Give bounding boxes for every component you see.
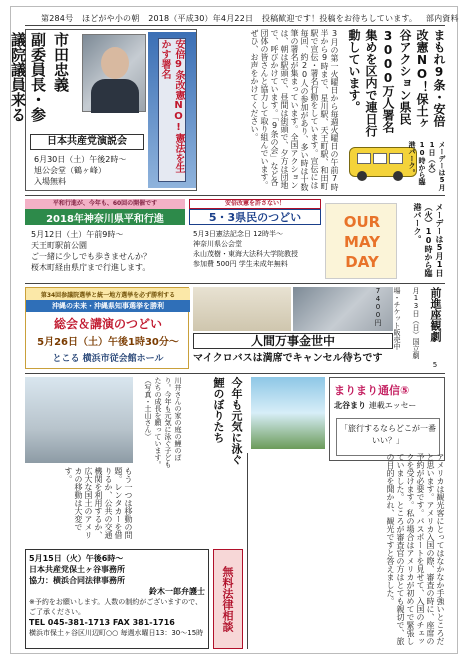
peace-march-place: 天王町駅前公園: [31, 241, 87, 250]
mayday-caption-text: メーデーは5月1日（火）10時から臨港パーク。: [413, 203, 444, 277]
rally-date: 6月30日（土）午後2時～: [34, 155, 127, 164]
lecture-place: とこる 横浜市従会館ホール: [52, 354, 164, 364]
essay-header: [329, 377, 445, 461]
koinobori-note: 川井さんの家の庭の鯉のぼり。今年も元気に泳ぐ子どもたちの成長を願っています。（写真・土山さん）: [144, 377, 182, 468]
lecture-banner-2: 沖縄の未来・沖縄県知事選挙を勝利: [26, 300, 190, 312]
rally-details: [34, 154, 148, 190]
koinobori-photo: [251, 377, 325, 449]
speaker-block: [9, 29, 197, 191]
signature-banner-photo: [148, 32, 196, 188]
koinobori-headline: 今年も元気に泳ぐ鯉のぼりたち: [212, 377, 243, 465]
kenmin-fee: 参加費 500円 学生未成年無料: [193, 260, 288, 268]
legal-note: ※予約をお願いします。人数の制約がございますので、ご了承ください。: [29, 598, 203, 616]
mayday-caption: [403, 203, 445, 279]
rally-title: 日本共産党演説会: [30, 134, 144, 150]
essay-title: 「旅行するならどこが一番いい？」: [336, 418, 440, 456]
masthead: [41, 13, 459, 24]
peace-march-route: 桜木町経由県庁まで行進します。: [31, 263, 151, 272]
legal-lawyer: 鈴木一郎弁護士: [149, 587, 205, 596]
apartments-photo: [25, 377, 133, 463]
legal-hours: 横浜市保土ヶ谷区川辺町○○ 毎週水曜日13：30～15時: [29, 629, 204, 637]
speaker-role: 副委員長・参議院議員来る: [9, 32, 47, 122]
lower-divider: [247, 453, 248, 649]
play-info: [374, 287, 445, 369]
newsletter-page: [10, 6, 458, 654]
rally-place: 旭公会堂（鶴ヶ峰）: [34, 166, 106, 175]
kenmin-place: 神奈川県公会堂: [193, 240, 242, 248]
peace-march-block: [25, 199, 185, 279]
legal-tag: 無料法律相談: [213, 549, 243, 649]
legal-tel: TEL 045-381-1713 FAX 381-1716: [29, 618, 175, 627]
play-detail: 5月13日（日）国立劇場・チケット販売中7400円: [374, 287, 439, 369]
mayday-caption-top: メーデーは5月1日（火）10時から臨港パーク。: [408, 141, 446, 191]
essay-byline: [334, 400, 442, 412]
speaker-photo: [82, 34, 146, 112]
lecture-banner-1: 第34回参議院選挙と統一地方選挙を必ず勝利する: [26, 288, 190, 300]
essay-series: [334, 382, 442, 398]
banner-sign-text: 安倍9条改憲NO!憲法を生かす署名: [158, 38, 186, 182]
mayday-art: [325, 203, 397, 279]
lecture-block: [25, 287, 189, 369]
notice: 投稿歓迎です！投稿をお待ちしています。: [261, 14, 418, 23]
kenmin-banner: 5・3県民のつどい: [189, 209, 321, 225]
play-flyer: [193, 287, 291, 331]
kenmin-date: 5月3日憲法記念日 12時半～: [193, 230, 284, 238]
peace-march-invite: ご一緒に少しでも歩きませんか？: [31, 252, 151, 261]
section-rule-2: [25, 283, 445, 284]
play-banner: 人間万事金世中: [193, 333, 393, 349]
kenmin-subbanner: 安倍改憲を許さない！: [189, 199, 321, 209]
essay-body: アメリカは観光客にとってはなかなか手強いところだと思います。アメリカ入国の際、審査の時に、座席の予約が必要です。パスポートを見せて、入国のチェックを受けます。私の場合はアメリカが初めてで緊張していました。ところが審査官の方はとても親切で、旅の目的を聞かれ、観光ですと答えました。: [386, 453, 445, 645]
lecture-title: 総会＆講演のつどい: [53, 317, 162, 331]
kenmin-speaker: 永山茂樹・東海大法科大学院教授: [193, 250, 298, 258]
legal-consultation-box: [25, 549, 209, 649]
issue-number: 第284号: [41, 14, 74, 23]
dept-label: 部内資料: [425, 14, 459, 23]
kenmin-block: [189, 199, 321, 279]
legal-partner: 協力：横浜合同法律事務所: [29, 576, 125, 585]
rally-fee: 入場無料: [34, 177, 66, 186]
peace-march-details: [31, 229, 185, 277]
lecture-date: 5月26日（土）午後1時30分～: [37, 337, 179, 348]
essay-series-name: まりまり通信: [334, 384, 400, 397]
peace-march-subbanner: 平和行進が、今年も、60回の開催です: [25, 199, 185, 209]
paper-name: ほどがや小の朝: [82, 14, 140, 23]
play-bus-note: マイクロバスは満席でキャンセル待ちです: [193, 353, 383, 364]
play-block: [193, 287, 393, 369]
headline: まもれ9条・安倍改憲NO！保土ヶ谷アクション県民3000万人署名集めを区内で連日行動しています。: [347, 29, 446, 137]
essay-no: ⑤: [400, 384, 410, 397]
header-rule: [25, 25, 445, 26]
peace-march-banner: 2018年神奈川県平和行進: [25, 209, 185, 225]
section-rule-1: [25, 195, 445, 196]
legal-date: 5月15日（火）午後6時～: [29, 554, 124, 563]
section-rule-3: [25, 373, 445, 374]
article-body: 3月の第一火曜日から毎週火曜日の午前7時半から9時まで、星川駅、天王町駅、和田町駅で宣伝・署名行動をしています。宣伝には毎回、約20人の参加があり、多い時は十数筆の署名が集まっています。全国アクションは、朝は駅頭で、昼間は街頭で、夕方は団地で、呼びかけています。「9条の会」など各団体の皆さんと協力して取り組んでいます。ぜひ、お声をかけてください。: [250, 29, 339, 191]
speaker-name: 市田忠義: [52, 32, 70, 92]
legal-office: 日本共産党保土ヶ谷事務所: [29, 565, 125, 574]
essay-label: 連載エッセー: [368, 401, 417, 410]
play-title: 前進座観劇: [429, 287, 442, 342]
peace-march-date: 5月12日（土）午前9時～: [31, 230, 124, 239]
mayday-art-text: OUR MAY DAY: [343, 213, 381, 271]
issue-date: 2018（平成30）年4月22日: [148, 14, 254, 23]
essay-author: 北谷まり: [334, 401, 366, 410]
misc-column: もう一つは移動の問題。レンタカーを借りるか、公共の交通機関を利用するか、広大な国土のアメリカの移動は大変です。: [64, 467, 133, 539]
kenmin-details: [193, 229, 321, 277]
